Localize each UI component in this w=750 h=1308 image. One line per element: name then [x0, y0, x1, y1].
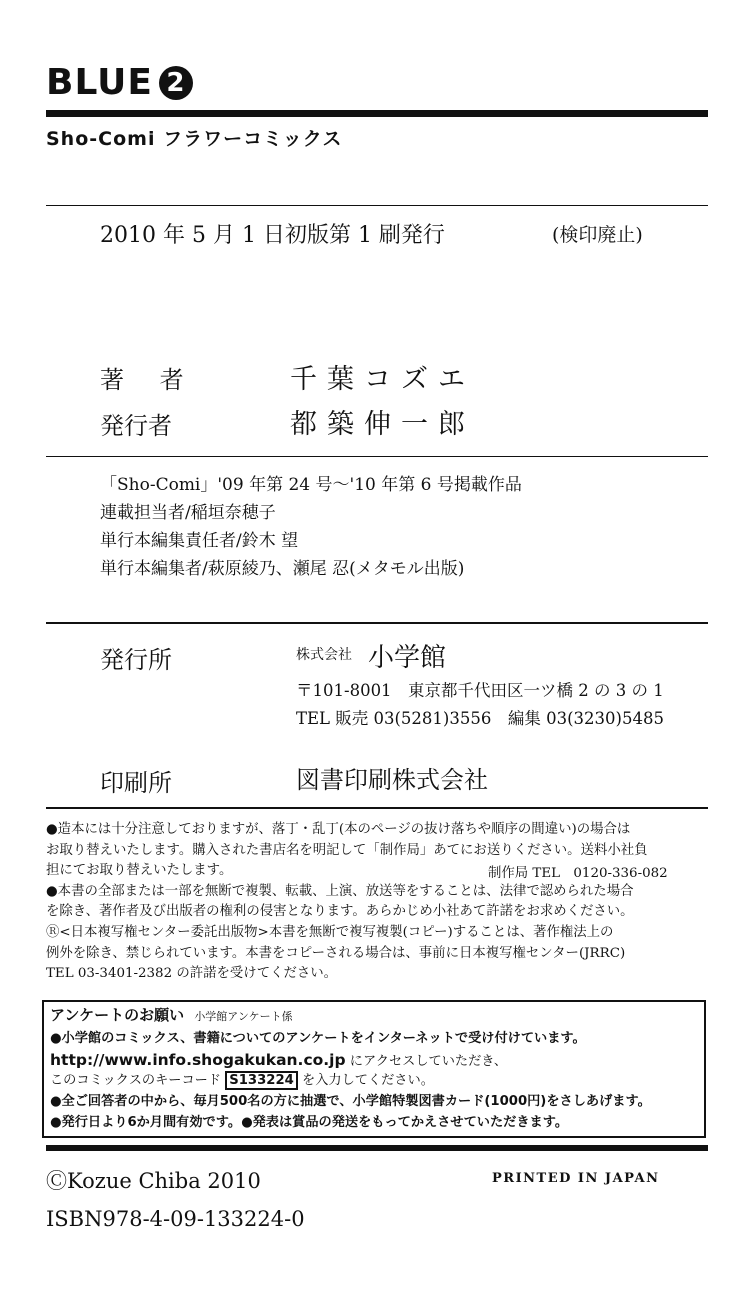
notice-block: [46, 820, 706, 985]
serial-editor: 連載担当者/稲垣奈穂子: [100, 503, 276, 523]
survey-url: http://www.info.shogakukan.co.jp: [50, 1051, 346, 1069]
book-title: [46, 62, 193, 103]
survey-title: アンケートのお願い: [50, 1006, 185, 1024]
survey-key-code: S133224: [225, 1071, 298, 1090]
header-rule: [46, 110, 708, 117]
author-name: 千葉コズエ: [290, 364, 475, 395]
survey-url-line: [50, 1050, 507, 1072]
notice-line: を除き、著作者及び出版者の権利の侵害となります。あらかじめ小社あて許諾をお求めください。: [46, 904, 634, 920]
production-tel: 制作局 TEL 0120-336-082: [488, 866, 668, 881]
printer-label: 印刷所: [100, 769, 172, 797]
publisher-person-label: 発行者: [100, 412, 172, 440]
divider: [46, 807, 708, 809]
survey-header: [50, 1005, 293, 1027]
printer-name: 図書印刷株式会社: [296, 766, 488, 794]
notice-line: TEL 03-3401-2382 の許諾を受けてください。: [46, 966, 338, 982]
book-editor: 単行本編集者/萩原綾乃、瀬尾 忍(メタモル出版): [100, 559, 465, 579]
copyright: ⒸKozue Chiba 2010: [46, 1169, 261, 1193]
notice-line: お取り替えいたします。購入された書店名を明記して「制作局」あてにお送りください。送料小社負: [46, 842, 648, 858]
survey-url-suffix: にアクセスしていただき、: [349, 1054, 508, 1069]
footer-rule: [46, 1145, 708, 1151]
title-text: BLUE: [46, 62, 153, 103]
divider: [46, 205, 708, 206]
notice-line: ●本書の全部または一部を無断で複製、転載、上演、放送等をすることは、法律で認められた場合: [46, 883, 634, 899]
survey-line: ●全ご回答者の中から、毎月500名の方に抽選で、小学館特製図書カード(1000円)をさしあげます。: [50, 1094, 651, 1109]
notice-line: Ⓡ<日本複写権センター委託出版物>本書を無断で複写複製(コピー)することは、著作権法上の: [46, 924, 614, 940]
publisher-label: 発行所: [100, 646, 172, 674]
publisher-tel: TEL 販売 03(5281)3556 編集 03(3230)5485: [296, 709, 664, 728]
imprint-label: Sho-Comi フラワーコミックス: [46, 128, 343, 150]
survey-line: ●小学館のコミックス、書籍についてのアンケートをインターネットで受け付けています。: [50, 1031, 586, 1046]
notice-line: ●造本には十分注意しておりますが、落丁・乱丁(本のページの抜け落ちや順序の間違い)の場合は: [46, 822, 631, 837]
volume-number: 2: [159, 66, 193, 100]
survey-code-line: [50, 1071, 434, 1091]
publisher-address: 〒101-8001 東京都千代田区一ツ橋 2 の 3 の 1: [296, 681, 664, 700]
survey-box: [42, 1000, 706, 1138]
survey-line: ●発行日より6か月間有効です。●発表は賞品の発送をもってかえさせていただきます。: [50, 1115, 569, 1130]
survey-dept: 小学館アンケート係: [194, 1010, 293, 1023]
divider: [46, 622, 708, 624]
notice-line: 例外を除き、禁じられています。本書をコピーされる場合は、事前に日本複写権センター(JRRC): [46, 945, 626, 961]
survey-code-suffix: を入力してください。: [302, 1073, 434, 1088]
corp-prefix: 株式会社: [296, 647, 352, 663]
printed-in-japan: PRINTED IN JAPAN: [492, 1171, 660, 1186]
book-editor-chief: 単行本編集責任者/鈴木 望: [100, 531, 299, 551]
survey-code-prefix: このコミックスのキーコード: [50, 1073, 222, 1088]
author-label: 著 者: [100, 366, 198, 394]
publication-date: 2010 年 5 月 1 日初版第 1 刷発行: [100, 223, 445, 248]
publisher-person-name: 都築伸一郎: [290, 409, 475, 440]
serial-source: 「Sho-Comi」'09 年第 24 号〜'10 年第 6 号掲載作品: [100, 475, 522, 495]
notice-line: 担にてお取り替えいたします。: [46, 863, 233, 879]
divider: [46, 456, 708, 457]
isbn: ISBN978-4-09-133224-0: [46, 1207, 305, 1231]
publisher-name: 小学館: [368, 643, 447, 673]
seal-note: (検印廃止): [552, 224, 643, 246]
